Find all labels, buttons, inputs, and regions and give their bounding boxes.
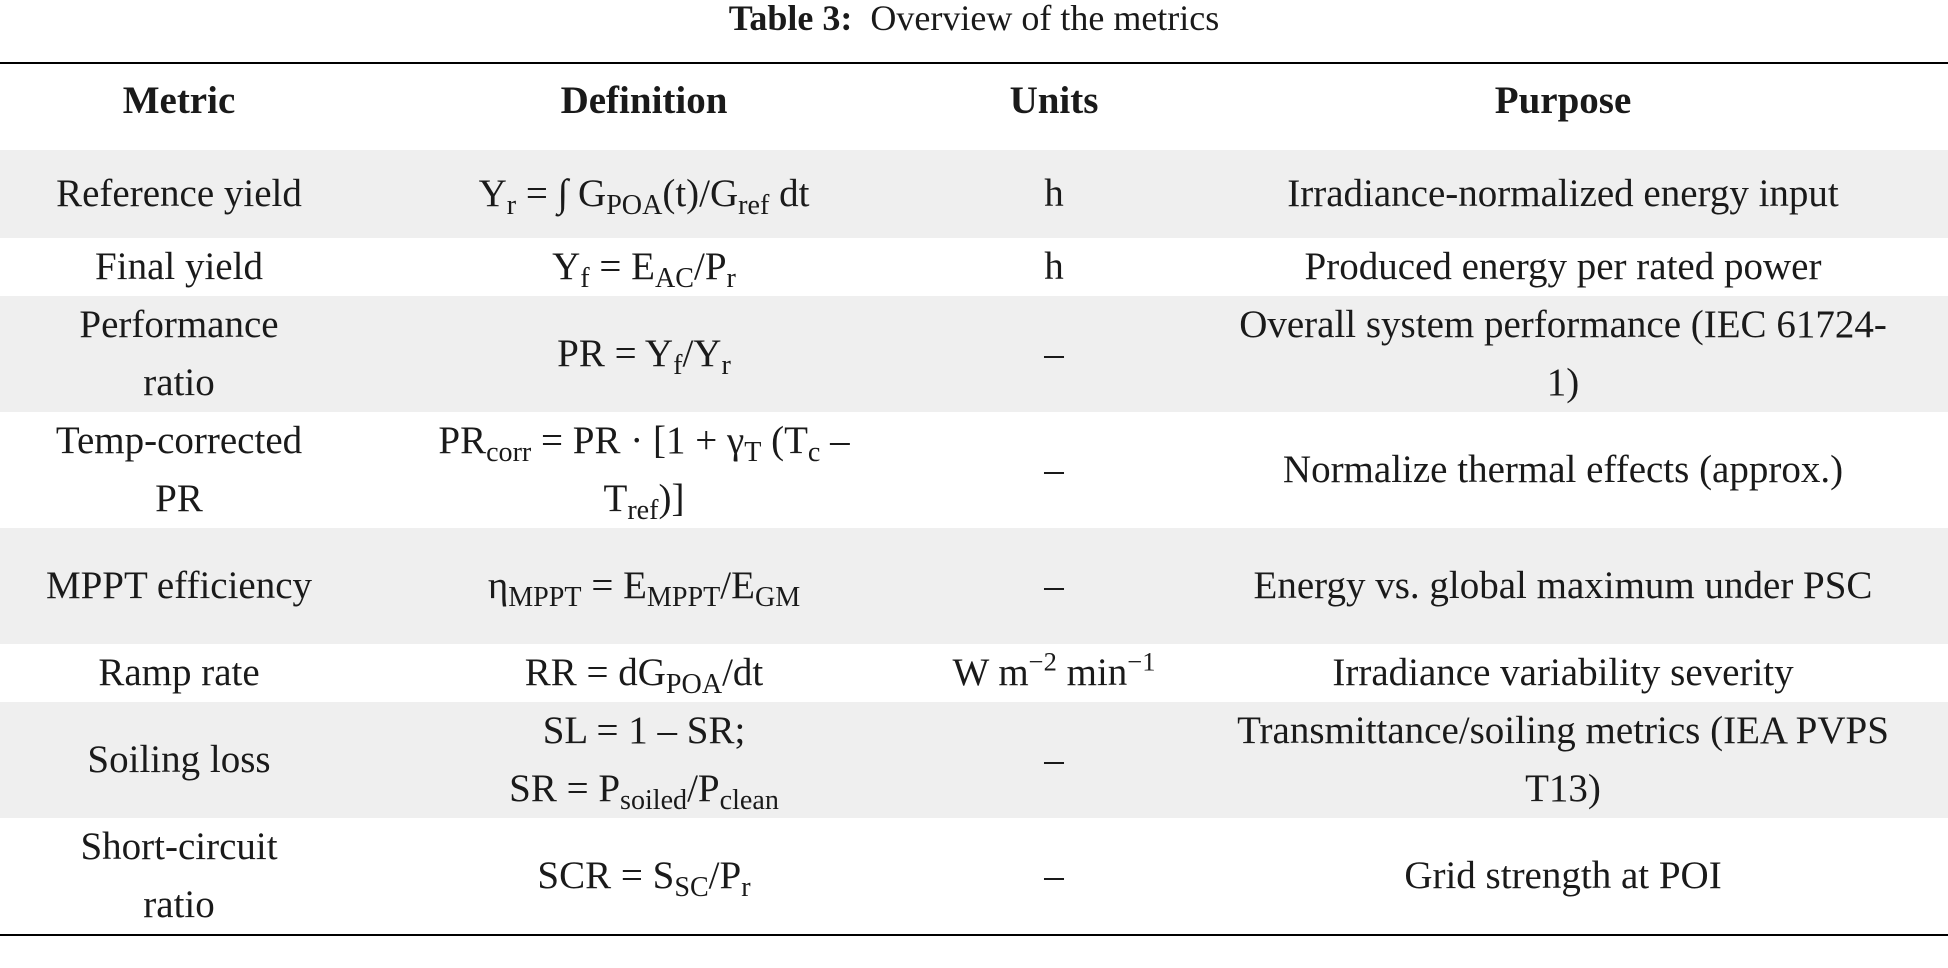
metric-cell: Ramp rate <box>98 651 260 694</box>
units-cell: – <box>930 296 1178 412</box>
table-row <box>0 296 1948 412</box>
table-row <box>0 412 1948 528</box>
header-units: Units <box>930 63 1178 144</box>
metrics-table <box>0 62 1948 936</box>
units-cell: – <box>930 528 1178 644</box>
caption-text: Overview of the metrics <box>870 0 1220 38</box>
header-definition: Definition <box>358 63 930 144</box>
purpose-cell: Produced energy per rated power <box>1304 245 1822 288</box>
purpose-cell: Energy vs. global maximum under PSC <box>1178 528 1948 644</box>
units-cell: – <box>1044 448 1064 491</box>
definition-cell: $\eta_{MPPT} = E_{MPPT}/E_{GM}$ <box>358 528 930 644</box>
units-cell: h <box>1044 245 1064 288</box>
table-row <box>0 528 1948 644</box>
purpose-cell: Transmittance/soiling metrics (IEA PVPS T13) <box>1178 702 1948 818</box>
definition-cell: SL = 1 – SR; SR = $P_{soiled}/P_{clean}$ <box>358 702 930 818</box>
units-cell: W $m^{-2}$ $\min^{-1}$ <box>952 646 1156 694</box>
purpose-cell: Irradiance variability severity <box>1332 651 1794 694</box>
definition-cell: SCR = $S_{SC}/P_r$ <box>358 818 930 935</box>
table-row <box>0 818 1948 935</box>
metric-cell: MPPT efficiency <box>0 528 358 644</box>
table-header-row <box>0 63 1948 144</box>
metric-cell: Temp-corrected PR <box>55 419 303 520</box>
purpose-cell: Irradiance-normalized energy input <box>1178 144 1948 238</box>
caption-label: Table 3: <box>728 0 853 38</box>
table-row <box>0 702 1948 818</box>
definition-cell: $PR_{corr}$ = PR · [$1 + \gamma_T$ $(T_c - T_{ref})$] <box>438 419 850 526</box>
header-metric: Metric <box>0 63 358 144</box>
header-purpose: Purpose <box>1178 63 1948 144</box>
metric-cell: Reference yield <box>0 144 358 238</box>
units-cell: – <box>930 702 1178 818</box>
purpose-cell: Overall system performance (IEC 61724-1) <box>1178 296 1948 412</box>
definition-cell: RR = $dG_{POA}/dt$ <box>524 651 764 700</box>
metric-cell: Performance ratio <box>0 296 358 412</box>
metric-cell: Short-circuit ratio <box>0 818 358 935</box>
units-cell: – <box>930 818 1178 935</box>
metric-cell: Soiling loss <box>0 702 358 818</box>
metric-cell: Final yield <box>95 245 263 288</box>
table-row <box>0 238 1948 296</box>
units-cell: h <box>930 144 1178 238</box>
definition-cell: PR = $Y_f/Y_r$ <box>358 296 930 412</box>
purpose-cell: Normalize thermal effects (approx.) <box>1282 448 1844 491</box>
table-row <box>0 144 1948 238</box>
definition-cell: $Y_f = E_{AC}/P_r$ <box>552 245 736 294</box>
definition-cell: $Y_r$ = ∫ $G_{POA}(t)/G_{ref}$ dt <box>358 144 930 238</box>
table-caption <box>0 0 1948 36</box>
table-row <box>0 644 1948 702</box>
purpose-cell: Grid strength at POI <box>1178 818 1948 935</box>
